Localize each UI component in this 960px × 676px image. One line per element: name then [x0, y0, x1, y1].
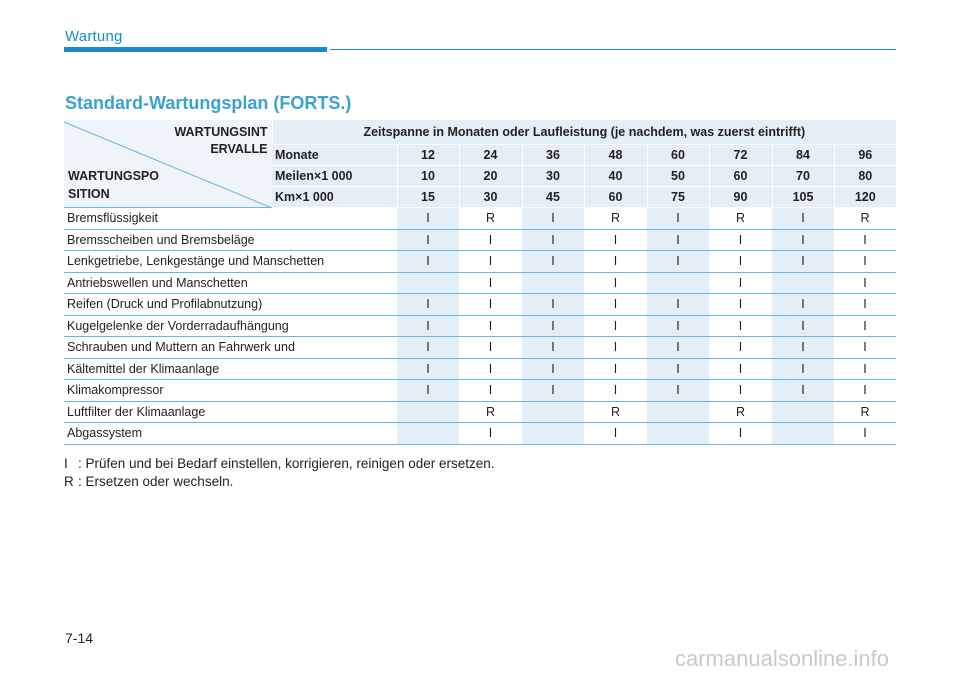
- schedule-cell: [647, 423, 709, 445]
- schedule-cell: I: [584, 229, 647, 251]
- schedule-cell: I: [772, 229, 834, 251]
- schedule-cell: I: [834, 358, 896, 380]
- schedule-cell: I: [522, 315, 584, 337]
- schedule-cell: I: [647, 337, 709, 359]
- maintenance-item: Antriebswellen und Manschetten: [64, 272, 397, 294]
- schedule-cell: I: [709, 229, 772, 251]
- schedule-cell: I: [647, 294, 709, 316]
- schedule-cell: I: [522, 337, 584, 359]
- schedule-cell: I: [459, 358, 522, 380]
- schedule-cell: I: [834, 294, 896, 316]
- schedule-cell: R: [834, 401, 896, 423]
- table-row: [64, 208, 896, 230]
- maintenance-item: Bremsflüssigkeit: [64, 208, 397, 230]
- table-row: [64, 423, 896, 445]
- schedule-cell: R: [459, 208, 522, 230]
- schedule-cell: I: [584, 358, 647, 380]
- header-cell: 15: [397, 187, 459, 208]
- header-cell: 24: [459, 145, 522, 166]
- schedule-cell: I: [834, 423, 896, 445]
- schedule-cell: I: [834, 380, 896, 402]
- header-row-label: Km×1 000: [272, 187, 397, 208]
- schedule-cell: I: [459, 294, 522, 316]
- header-cell: 72: [709, 145, 772, 166]
- schedule-cell: I: [397, 380, 459, 402]
- schedule-cell: I: [772, 315, 834, 337]
- schedule-cell: I: [834, 272, 896, 294]
- schedule-cell: I: [584, 423, 647, 445]
- schedule-cell: I: [834, 337, 896, 359]
- page-number: 7-14: [65, 630, 94, 646]
- schedule-cell: I: [772, 358, 834, 380]
- schedule-cell: I: [772, 380, 834, 402]
- schedule-cell: [772, 272, 834, 294]
- schedule-cell: R: [709, 401, 772, 423]
- schedule-cell: I: [397, 358, 459, 380]
- schedule-cell: [397, 401, 459, 423]
- table-row: [64, 294, 896, 316]
- schedule-cell: I: [397, 251, 459, 273]
- schedule-cell: I: [397, 315, 459, 337]
- table-corner-cell: [64, 120, 272, 208]
- maintenance-item: Bremsscheiben und Bremsbeläge: [64, 229, 397, 251]
- maintenance-item: Schrauben und Muttern an Fahrwerk und: [64, 337, 397, 359]
- table-row: [64, 337, 896, 359]
- maintenance-item: Klimakompressor: [64, 380, 397, 402]
- page-title: Standard-Wartungsplan (FORTS.): [65, 93, 352, 113]
- schedule-cell: R: [834, 208, 896, 230]
- schedule-cell: I: [522, 208, 584, 230]
- schedule-cell: I: [459, 229, 522, 251]
- schedule-cell: I: [522, 380, 584, 402]
- maintenance-item: Lenkgetriebe, Lenkgestänge und Manschetten: [64, 251, 397, 273]
- schedule-cell: I: [834, 229, 896, 251]
- schedule-cell: I: [397, 337, 459, 359]
- schedule-cell: I: [834, 315, 896, 337]
- header-cell: 48: [584, 145, 647, 166]
- schedule-cell: I: [709, 272, 772, 294]
- header-cell: 60: [647, 145, 709, 166]
- schedule-cell: R: [584, 208, 647, 230]
- header-cell: 96: [834, 145, 896, 166]
- schedule-cell: I: [647, 358, 709, 380]
- schedule-cell: I: [459, 380, 522, 402]
- schedule-cell: I: [397, 208, 459, 230]
- corner-bottom-label: WARTUNGSPO SITION: [68, 169, 159, 201]
- header-cell: 84: [772, 145, 834, 166]
- legend-item-i: I : Prüfen und bei Bedarf einstellen, korrigieren, reinigen oder ersetzen.: [64, 456, 495, 471]
- schedule-cell: I: [584, 294, 647, 316]
- schedule-cell: [772, 423, 834, 445]
- schedule-cell: I: [522, 294, 584, 316]
- schedule-cell: I: [709, 358, 772, 380]
- schedule-cell: I: [459, 251, 522, 273]
- schedule-cell: I: [647, 251, 709, 273]
- header-cell: 60: [584, 187, 647, 208]
- schedule-cell: I: [647, 208, 709, 230]
- schedule-cell: I: [459, 315, 522, 337]
- schedule-cell: R: [459, 401, 522, 423]
- schedule-cell: I: [709, 380, 772, 402]
- maintenance-item: Luftfilter der Klimaanlage: [64, 401, 397, 423]
- maintenance-item: Abgassystem: [64, 423, 397, 445]
- schedule-cell: I: [459, 423, 522, 445]
- schedule-cell: I: [647, 315, 709, 337]
- schedule-cell: I: [647, 229, 709, 251]
- header-cell: 30: [459, 187, 522, 208]
- schedule-cell: I: [772, 251, 834, 273]
- schedule-cell: [397, 423, 459, 445]
- table-row: [64, 251, 896, 273]
- schedule-cell: [522, 423, 584, 445]
- header-cell: 60: [709, 166, 772, 187]
- table-row: [64, 272, 896, 294]
- legend-item-r: R : Ersetzen oder wechseln.: [64, 474, 234, 489]
- schedule-cell: I: [584, 315, 647, 337]
- header-cell: 20: [459, 166, 522, 187]
- schedule-cell: I: [709, 315, 772, 337]
- schedule-cell: R: [709, 208, 772, 230]
- header-cell: 80: [834, 166, 896, 187]
- schedule-cell: I: [584, 337, 647, 359]
- table-row: [64, 358, 896, 380]
- schedule-cell: I: [772, 294, 834, 316]
- schedule-cell: I: [397, 294, 459, 316]
- table-row: [64, 315, 896, 337]
- schedule-cell: I: [772, 337, 834, 359]
- header-cell: 10: [397, 166, 459, 187]
- section-label: Wartung: [65, 28, 123, 45]
- header-cell: 105: [772, 187, 834, 208]
- table-row: [64, 401, 896, 423]
- schedule-cell: [397, 272, 459, 294]
- header-row-label: Monate: [272, 145, 397, 166]
- schedule-cell: [647, 272, 709, 294]
- watermark: carmanualsonline.info: [675, 646, 890, 671]
- schedule-cell: I: [584, 251, 647, 273]
- schedule-cell: I: [709, 251, 772, 273]
- header-cell: 12: [397, 145, 459, 166]
- schedule-cell: I: [459, 272, 522, 294]
- schedule-cell: I: [584, 380, 647, 402]
- header-cell: 40: [584, 166, 647, 187]
- schedule-cell: I: [709, 423, 772, 445]
- table-row: [64, 380, 896, 402]
- header-rule-thin: [330, 49, 896, 50]
- schedule-cell: I: [522, 229, 584, 251]
- header-cell: 120: [834, 187, 896, 208]
- schedule-cell: R: [584, 401, 647, 423]
- schedule-cell: I: [772, 208, 834, 230]
- header-cell: 45: [522, 187, 584, 208]
- schedule-cell: [522, 272, 584, 294]
- maintenance-item: Reifen (Druck und Profilabnutzung): [64, 294, 397, 316]
- interval-span-header: Zeitspanne in Monaten oder Laufleistung (je nachdem, was zuerst eintrifft): [272, 120, 896, 145]
- table-row: [64, 229, 896, 251]
- schedule-cell: [772, 401, 834, 423]
- schedule-cell: I: [522, 358, 584, 380]
- header-cell: 30: [522, 166, 584, 187]
- schedule-cell: I: [834, 251, 896, 273]
- schedule-cell: I: [709, 294, 772, 316]
- corner-top-label: WARTUNGSINT ERVALLE: [174, 125, 268, 156]
- maintenance-table: [64, 120, 896, 445]
- schedule-cell: I: [709, 337, 772, 359]
- schedule-cell: [522, 401, 584, 423]
- schedule-cell: I: [459, 337, 522, 359]
- schedule-cell: I: [397, 229, 459, 251]
- header-cell: 75: [647, 187, 709, 208]
- header-rule-thick: [64, 47, 327, 52]
- header-cell: 50: [647, 166, 709, 187]
- maintenance-item: Kugelgelenke der Vorderradaufhängung: [64, 315, 397, 337]
- schedule-cell: I: [522, 251, 584, 273]
- header-row-label: Meilen×1 000: [272, 166, 397, 187]
- header-cell: 70: [772, 166, 834, 187]
- schedule-cell: I: [647, 380, 709, 402]
- header-cell: 90: [709, 187, 772, 208]
- header-cell: 36: [522, 145, 584, 166]
- schedule-cell: [647, 401, 709, 423]
- maintenance-item: Kältemittel der Klimaanlage: [64, 358, 397, 380]
- schedule-cell: I: [584, 272, 647, 294]
